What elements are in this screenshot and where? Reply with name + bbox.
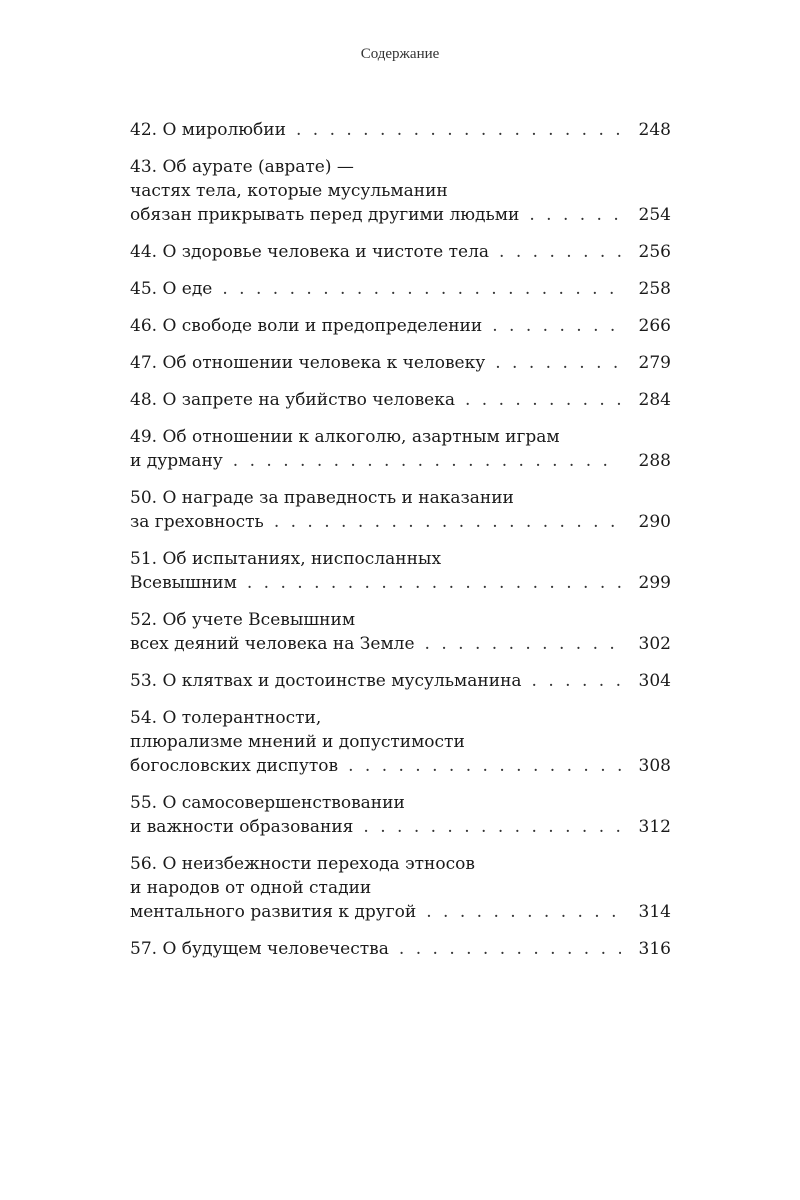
dot-leader <box>247 571 621 595</box>
toc-entry-last-line <box>130 449 671 473</box>
dot-leader <box>348 754 621 778</box>
toc-entry[interactable] <box>130 314 671 338</box>
toc-entry-title-line: 56. О неизбежности перехода этносов <box>130 854 475 874</box>
toc-entry-title-line: 48. О запрете на убийство человека <box>130 390 455 410</box>
dot-leader <box>222 277 621 301</box>
toc-entry-last-line <box>130 815 671 839</box>
dot-leader <box>399 937 621 961</box>
toc-page-number: 258 <box>638 279 671 299</box>
toc-entry[interactable] <box>130 852 671 924</box>
dot-leader <box>363 815 621 839</box>
running-header: Содержание <box>360 46 440 62</box>
toc-entry-title-line: 45. О еде <box>130 279 213 299</box>
dot-leader <box>465 388 621 412</box>
toc-entry-title-line: 47. Об отношении человека к человеку <box>130 353 486 373</box>
toc-page-number: 308 <box>638 756 671 776</box>
toc-entry-title-line: 53. О клятвах и достоинстве мусульманина <box>130 671 522 691</box>
toc-page-number: 248 <box>638 120 671 140</box>
toc-entry[interactable] <box>130 669 671 693</box>
toc-entry-last-line <box>130 240 671 264</box>
dot-leader <box>529 203 621 227</box>
dot-leader <box>426 900 621 924</box>
toc-page-number: 304 <box>638 671 671 691</box>
toc-entry-title-line: 44. О здоровье человека и чистоте тела <box>130 242 490 262</box>
toc-entry-title-line: и народов от одной стадии <box>130 878 372 898</box>
toc-entry-title-line: 50. О награде за праведность и наказании <box>130 488 514 508</box>
toc-entry-title-line: Всевышним <box>130 573 237 593</box>
toc-entry-last-line <box>130 510 671 534</box>
toc-entry[interactable] <box>130 118 671 142</box>
toc-entry-last-line <box>130 632 671 656</box>
toc-page-number: 279 <box>638 353 671 373</box>
dot-leader <box>532 669 621 693</box>
toc-entry-title-line: 52. Об учете Всевышним <box>130 610 356 630</box>
toc-entry[interactable] <box>130 388 671 412</box>
toc-page-number: 316 <box>638 939 671 959</box>
toc-page-number: 254 <box>638 205 671 225</box>
toc-entry-title-line: 51. Об испытаниях, ниспосланных <box>130 549 442 569</box>
toc-entry-last-line <box>130 351 671 375</box>
toc-page-number: 290 <box>638 512 671 532</box>
toc-entry-last-line <box>130 388 671 412</box>
dot-leader <box>274 510 621 534</box>
toc-entry[interactable] <box>130 425 671 473</box>
toc-entry-last-line <box>130 571 671 595</box>
toc-entry[interactable] <box>130 791 671 839</box>
toc-page-number: 314 <box>638 902 671 922</box>
toc-entry-title-line: 46. О свободе воли и предопределении <box>130 316 483 336</box>
toc-entry-title-line: ментального развития к другой <box>130 902 417 922</box>
toc-entry-last-line <box>130 203 671 227</box>
toc-entry-last-line <box>130 669 671 693</box>
toc-entry-title-line: частях тела, которые мусульманин <box>130 181 448 201</box>
toc-entry[interactable] <box>130 937 671 961</box>
dot-leader <box>495 351 621 375</box>
toc-entry-last-line <box>130 277 671 301</box>
toc-entry-title-line: всех деяний человека на Земле <box>130 634 415 654</box>
toc-entry[interactable] <box>130 240 671 264</box>
toc-entry[interactable] <box>130 351 671 375</box>
toc-entry[interactable] <box>130 608 671 656</box>
toc-entry[interactable] <box>130 277 671 301</box>
toc-entry-title-line: и важности образования <box>130 817 354 837</box>
toc-entry-title-line: обязан прикрывать перед другими людьми <box>130 205 520 225</box>
toc-entry[interactable] <box>130 547 671 595</box>
toc-entry-last-line <box>130 314 671 338</box>
toc-entry-title-line: и дурману <box>130 451 223 471</box>
dot-leader <box>296 118 621 142</box>
dot-leader <box>492 314 621 338</box>
toc-page-number: 266 <box>638 316 671 336</box>
toc-entry-last-line <box>130 900 671 924</box>
toc-entry-title-line: 43. Об аурате (аврате) — <box>130 157 354 177</box>
table-of-contents <box>130 118 671 974</box>
toc-entry[interactable] <box>130 155 671 227</box>
toc-entry-title-line: плюрализме мнений и допустимости <box>130 732 465 752</box>
toc-page-number: 312 <box>638 817 671 837</box>
toc-page-number: 284 <box>638 390 671 410</box>
toc-entry-title-line: 57. О будущем человечества <box>130 939 389 959</box>
toc-page-number: 288 <box>638 451 671 471</box>
toc-entry-last-line <box>130 754 671 778</box>
toc-entry-title-line: 55. О самосовершенствовании <box>130 793 405 813</box>
dot-leader <box>425 632 621 656</box>
toc-page-number: 302 <box>638 634 671 654</box>
dot-leader <box>233 449 621 473</box>
toc-entry-last-line <box>130 937 671 961</box>
toc-entry-last-line <box>130 118 671 142</box>
toc-entry-title-line: за греховность <box>130 512 264 532</box>
toc-entry-title-line: 42. О миролюбии <box>130 120 286 140</box>
toc-entry[interactable] <box>130 486 671 534</box>
toc-entry-title-line: 49. Об отношении к алкоголю, азартным играм <box>130 427 560 447</box>
dot-leader <box>499 240 621 264</box>
toc-page-number: 299 <box>638 573 671 593</box>
toc-entry-title-line: богословских диспутов <box>130 756 339 776</box>
toc-entry[interactable] <box>130 706 671 778</box>
toc-entry-title-line: 54. О толерантности, <box>130 708 322 728</box>
toc-page-number: 256 <box>638 242 671 262</box>
